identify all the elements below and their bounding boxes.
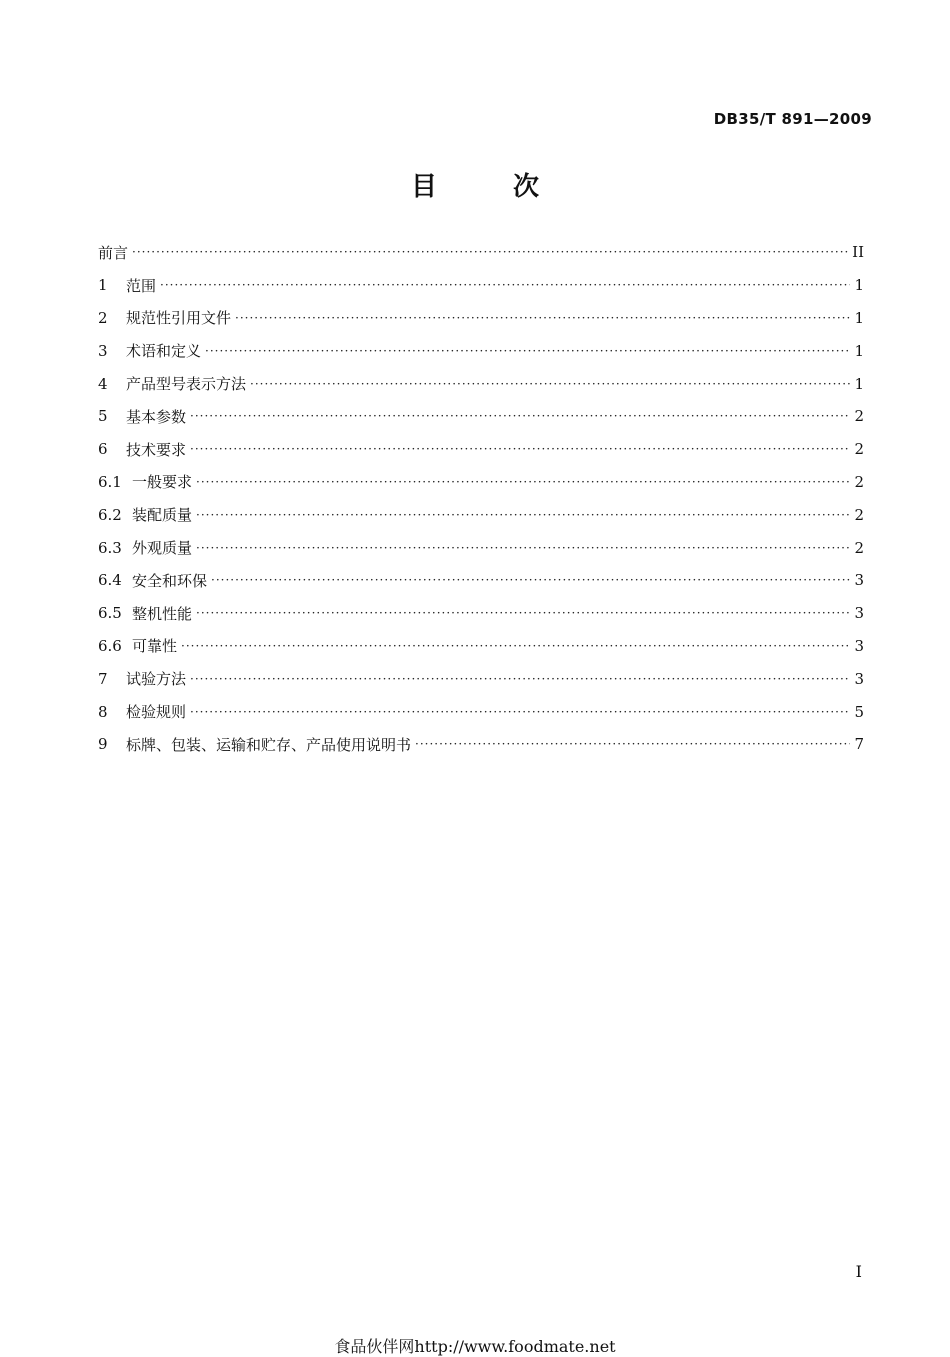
table-of-contents <box>98 236 864 761</box>
toc-entry-page: 3 <box>854 636 864 655</box>
toc-entry-page: 3 <box>854 571 864 590</box>
toc-leader-dots <box>196 607 850 619</box>
toc-leader-dots <box>190 410 850 422</box>
toc-leader-dots <box>132 246 848 258</box>
toc-leader-dots <box>196 542 850 554</box>
toc-leader-dots <box>196 509 850 521</box>
toc-entry-label: 试验方法 <box>126 670 187 689</box>
toc-entry-page: 2 <box>854 440 864 459</box>
toc-leader-dots <box>190 706 850 718</box>
toc-entry-page: 3 <box>854 604 864 623</box>
toc-entry-page: 2 <box>854 538 864 557</box>
toc-entry-label: 整机性能 <box>132 604 193 623</box>
toc-entry-number: 6.6 <box>98 636 122 655</box>
toc-entry-page: 5 <box>854 702 864 721</box>
toc-entry-label: 安全和环保 <box>132 571 208 590</box>
toc-entry[interactable] <box>98 433 864 466</box>
toc-entry[interactable] <box>98 236 864 269</box>
toc-entry[interactable] <box>98 302 864 335</box>
toc-entry-number: 6.2 <box>98 505 122 524</box>
toc-leader-dots <box>190 673 850 685</box>
toc-entry-label: 装配质量 <box>132 506 193 525</box>
toc-entry-number: 7 <box>98 669 108 688</box>
toc-entry-page: 2 <box>854 505 864 524</box>
toc-entry[interactable] <box>98 334 864 367</box>
toc-leader-dots <box>205 345 850 357</box>
toc-entry-number: 6.5 <box>98 604 122 623</box>
toc-entry-label: 外观质量 <box>132 539 193 558</box>
toc-leader-dots <box>250 378 850 390</box>
toc-entry-label: 范围 <box>126 276 157 295</box>
toc-entry[interactable] <box>98 564 864 597</box>
toc-entry-label: 可靠性 <box>132 637 178 656</box>
toc-leader-dots <box>181 640 850 652</box>
toc-entry-number: 6.4 <box>98 571 122 590</box>
toc-entry[interactable] <box>98 269 864 302</box>
toc-entry-page: 2 <box>854 472 864 491</box>
toc-entry-page: 3 <box>854 669 864 688</box>
toc-entry-label: 标牌、包装、运输和贮存、产品使用说明书 <box>126 735 412 754</box>
toc-entry-number: 5 <box>98 407 108 426</box>
toc-entry-label: 前言 <box>98 243 129 262</box>
toc-entry-label: 规范性引用文件 <box>126 309 232 328</box>
toc-entry-label: 术语和定义 <box>126 342 202 361</box>
toc-leader-dots <box>415 738 850 750</box>
toc-leader-dots <box>235 312 850 324</box>
toc-entry-number: 8 <box>98 702 108 721</box>
toc-leader-dots <box>160 279 850 291</box>
toc-entry[interactable] <box>98 531 864 564</box>
toc-entry[interactable] <box>98 728 864 761</box>
toc-entry-number: 2 <box>98 308 108 327</box>
page-number: I <box>855 1262 862 1281</box>
toc-entry[interactable] <box>98 498 864 531</box>
toc-entry-label: 基本参数 <box>126 407 187 426</box>
toc-entry-number: 4 <box>98 374 108 393</box>
toc-entry[interactable] <box>98 367 864 400</box>
toc-entry[interactable] <box>98 695 864 728</box>
toc-entry[interactable] <box>98 630 864 663</box>
toc-entry-label: 技术要求 <box>126 440 187 459</box>
toc-entry[interactable] <box>98 466 864 499</box>
toc-entry-number: 6.3 <box>98 538 122 557</box>
toc-entry-number: 9 <box>98 735 108 754</box>
toc-entry-page: 1 <box>854 276 864 295</box>
toc-entry-page: II <box>852 243 864 262</box>
toc-entry-label: 产品型号表示方法 <box>126 375 247 394</box>
footer-watermark: 食品伙伴网http://www.foodmate.net <box>334 1337 616 1356</box>
toc-entry[interactable] <box>98 597 864 630</box>
standard-code: DB35/T 891—2009 <box>713 110 872 128</box>
toc-title: 目次 <box>410 172 615 202</box>
toc-entry[interactable] <box>98 400 864 433</box>
toc-entry-page: 7 <box>854 735 864 754</box>
toc-entry-number: 6 <box>98 440 108 459</box>
toc-entry-number: 3 <box>98 341 108 360</box>
toc-entry-page: 1 <box>854 341 864 360</box>
toc-leader-dots <box>196 476 850 488</box>
toc-leader-dots <box>190 443 850 455</box>
toc-entry-number: 6.1 <box>98 472 122 491</box>
toc-entry-page: 1 <box>854 374 864 393</box>
toc-entry-number: 1 <box>98 276 108 295</box>
toc-entry-page: 2 <box>854 407 864 426</box>
toc-entry[interactable] <box>98 662 864 695</box>
toc-entry-page: 1 <box>854 308 864 327</box>
toc-entry-label: 一般要求 <box>132 473 193 492</box>
toc-entry-label: 检验规则 <box>126 703 187 722</box>
toc-leader-dots <box>211 574 850 586</box>
